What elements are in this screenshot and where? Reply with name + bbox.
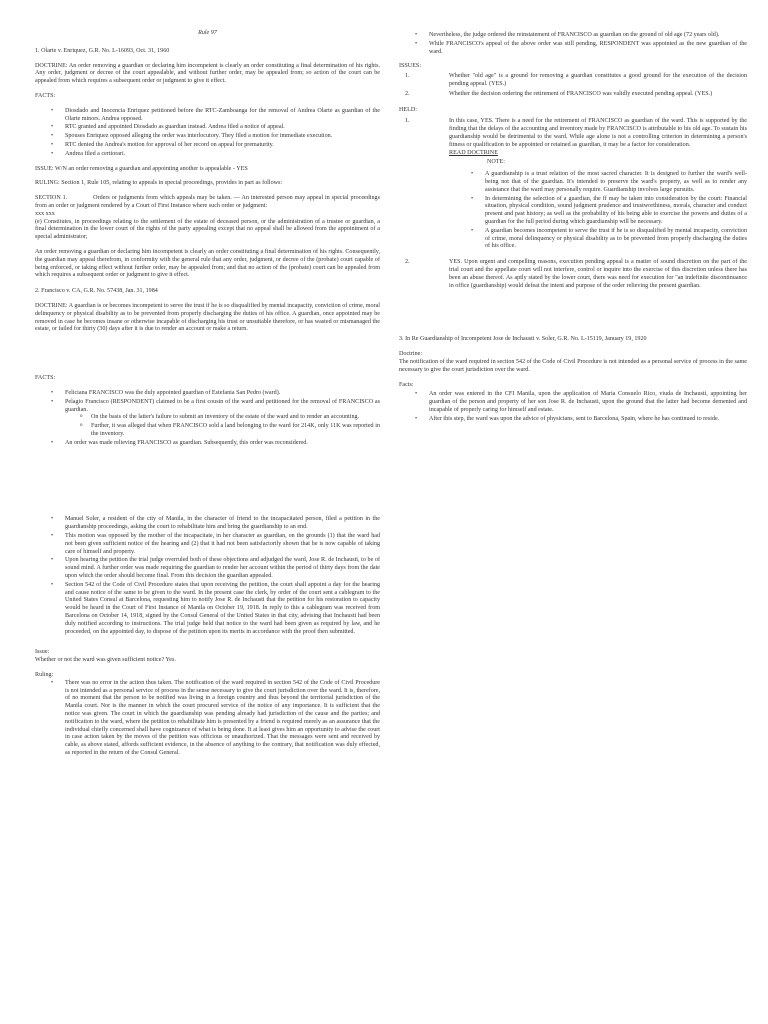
left-column	[35, 30, 380, 765]
list-item: 1. Whether "old age" is a ground for removing a guardian constitutes a good ground for the execution of the decision pending appeal. (YES.)	[405, 73, 747, 87]
list-item: • After this step, the ward was upon the advice of physicians, sent to Barcelona, Spain, where he has continued to reside.	[429, 416, 747, 424]
doctrine-paragraph: DOCTRINE: A guardian is or becomes incompetent to serve the trust if he is so disqualified by mental incapacity, conviction of crime, moral delinquency or physical disability as to be prevented from properly discharging the duties of his office. A guardian, once appointed may be removed in case he becomes insane or otherwise incapable of discharging his trust or unsuitable therefore, or has wasted or mismanaged the estate, or failed for thirty (30) days after it is due to render an account or make a return.	[35, 302, 380, 333]
ruling-list	[35, 680, 380, 758]
sub-list-item: o On the basis of the latter's failure to submit an inventory of the estate of the ward and to render an accounting.	[91, 414, 380, 422]
right-column	[399, 30, 747, 430]
facts-label: FACTS:	[35, 375, 56, 382]
facts-continued-list	[399, 32, 747, 56]
list-item: • This motion was opposed by the mother of the incapacitate, in her character as guardian, on the grounds (1) that the ward had not been given sufficient notice of the hearing and (2) that it had not been satisfactorily shown that he is now capable of taking care of himself and property.	[65, 533, 380, 556]
list-item: • Diosdado and Inocencia Enriquez petitioned before the RTC-Zamboanga for the removal of Andrea Olarte as guardian of the Olarte minors. Andrea opposed.	[65, 108, 380, 124]
list-item: • While FRANCISCO's appeal of the above order was still pending, RESPONDENT was appointed as the new guardian of the ward.	[429, 41, 747, 57]
issues-label: ISSUES:	[399, 63, 422, 70]
sub-list-item: o Further, it was alleged that when FRANCISCO sold a land belonging to the ward for 214K, only 11K was reported in the inventory.	[91, 423, 380, 439]
held-list	[399, 118, 747, 167]
case-title: 2. Francisco v. CA, G.R. No. 57438, Jan. 31, 1984	[35, 288, 158, 295]
doctrine-label: Doctrine:	[399, 351, 423, 358]
held-item-text: YES. Upon urgent and compelling reasons, execution pending appeal is a matter of sound discretion on the part of the trial court and the appellate court will not interfere, control or inquire into the exercise of this discretion unless there has been an abuse thereof. As aptly stated by the lower court, there was need for execution for "an indefinite discontinuance in office (guardianship) would defeat the intent and purpose of the order relieving the present guardian.	[449, 259, 747, 289]
held-item-text: In this case, YES. There is a need for the retirement of FRANCISCO as guardian of the ward. This is supported by the finding that the delays of the accounting and inventory made by FRANCISCO is attributable to his old age. To sustain his guardianship would be detrimental to the ward. While age alone is not a controlling criterion in determining a person's fitness or qualification to be appointed or retained as guardian, it may be a factor for consideration.	[449, 118, 747, 148]
list-item: • RTC granted and appointed Diosdado as guardian instead. Andrea filed a notice of appeal.	[65, 124, 380, 132]
facts-list	[399, 391, 747, 423]
list-item: • An order was entered in the CFI Manila, upon the application of Maria Consuelo Rico, viuda de Inchausti, appointing her guardian of the person and property of her son Jose R. de Inchausti, upon the ground that the latter had become demented and incapable of properly caring for himself and estate.	[429, 391, 747, 414]
held-label: HELD:	[399, 106, 417, 113]
conclusion-paragraph: An order removing a guardian or declaring him incompetent is clearly an order constituting a final determination of his rights. Consequently, the guardian may appeal therefrom, in conformity with the general rule that any order, judgment, or decree of the (probate) court capable of being enforced, or taking effect without further order, may be appealed from; and that no action of the (probate) court can be appealed from which requires a subsequent order or judgment to give it effect.	[35, 248, 380, 279]
list-item: • Nevertheless, the judge ordered the reinstatement of FRANCISCO as guardian on the ground of old age (72 years old).	[429, 32, 747, 40]
list-item: 1. In this case, YES. There is a need for the retirement of FRANCISCO as guardian of the ward. This is supported by the finding that the delays of the accounting and inventory made by FRANCISCO is attributable to his old age. To sustain his guardianship would be detrimental to the ward. While age alone is not a controlling criterion in determining a person's fitness or qualification to be appointed or retained as guardian, it may be a factor for consideration. READ DOCTRINE NOTE:	[405, 118, 747, 166]
facts-list	[35, 390, 380, 448]
facts-label: FACTS:	[35, 92, 56, 99]
facts-list	[35, 108, 380, 159]
list-item: • A guardian becomes incompetent to serve the trust if he is so disqualified by mental incapacity, conviction of crime, moral delinquency or physical disability as to be prevented from properly discharging the duties of his office.	[485, 228, 747, 251]
issues-list	[399, 73, 747, 98]
section-label: SECTION 1.	[35, 195, 68, 202]
ellipsis-text: xxx xxx	[35, 210, 55, 217]
note-block	[449, 159, 747, 167]
list-item: • Section 542 of the Code of Civil Procedure states that upon receiving the petition, the court shall appoint a day for the hearing and cause notice of the same to be given to the ward. In the present case the clerk, by order of the court sent a cablegram to the United States Consul at Barcelona, requesting him to notify Jose R. de Inchausti that the petition for his restoration to capacity would be heard in the Court of First Instance of Manila on October 19, 1918. In reply to this a cablegram was received from Barcelona on October 14, 1918, signed by the Consul General of the United States in that city, advising that Inchausti had been duly notified according to instructions. The trial judge held that notice to the ward had been given as required by law, and he proceeded, on the appointed day, to dispose of the petition upon its merits in accordance with the proof then submitted.	[65, 582, 380, 637]
note-label: NOTE:	[487, 159, 505, 166]
notes-list	[399, 171, 747, 251]
list-item: • RTC denied the Andrea's motion for approval of her record on appeal for prematurity.	[65, 142, 380, 150]
held-list-continued	[399, 259, 747, 290]
issue-paragraph: ISSUE: W/N an order removing a guardian and appointing another is appealable - YES	[35, 165, 248, 172]
facts-label: Facts:	[399, 381, 414, 388]
doctrine-paragraph: DOCTRINE: An order removing a guardian or declaring him incompetent is clearly an order constituting a final determination of his rights. Any order, judgment or decree of the court appealable, and without further order, may be appealed from; so action of the court can be appealed from which requires a subsequent order or judgment to give it effect.	[35, 62, 380, 85]
list-item: 2. Whether the decision ordering the retirement of FRANCISCO was validly executed pending appeal. (YES.)	[405, 90, 713, 97]
list-item: • There was no error in the action thus taken. The notification of the ward required in section 542 of the Code of Civil Procedure is not intended as a personal service of process in the sense necessary to give the court jurisdiction over the ward. It is, therefore, of no moment that the person to be notified was living in a foreign country and thus beyond the territorial jurisdiction of the Manila court. Nor is the manner in which the court procured service of the notice of any importance. It is sufficient that the notice was given. The court in which the guardianship was pending already had jurisdiction of the cause and the parties; and notification to the ward, where the petition to rehabilitate him is presented by a friend is required merely as an assurance that the individual chiefly concerned shall have cognizance of what is being done. It at least gives him an opportunity to advise the court in case action taken by the moves of the petition was officious or unauthorized. That the messages were sent and received by cable, as above stated, affords sufficient evidence, in the absence of anything to the contrary, that notification was duly effected, as reported in the return of the Consul General.	[65, 680, 380, 758]
list-item: • Feliciana FRANCISCO was the duly appointed guardian of Estefania San Pedro (ward).	[65, 390, 380, 398]
list-item: • Upon hearing the petition the trial judge overruled both of these objections and adjudged the ward, Jose R. de Inchausti, to be of sound mind. A further order was made requiring the guardian to render her account within the period of thirty days from the date upon which the order should become final. From this decision the guardian appealed.	[65, 557, 380, 580]
sub-list	[65, 414, 380, 438]
list-item: • In determining the selection of a guardian, the ff may be taken into consideration by the court: Financial situation, physical condition, sound judgment prudence and trustworthiness, morals, character and conduct present and past history; as well as the probability of his being able to exercise the powers and duties of a guardian for the full period during which guardianship will be necessary.	[485, 196, 747, 227]
case-title: 3. In Re Guardianship of Incompetent Jose de Inchausti v. Soler, G.R. No. L-15119, January 19, 1920	[399, 336, 647, 343]
issue-item-text: Whether the decision ordering the retirement of FRANCISCO was validly executed pending appeal. (YES.)	[449, 90, 713, 97]
ruling-paragraph: RULING: Section 1, Rule 105, relating to appeals in special proceedings, provides in part as follows:	[35, 180, 283, 187]
list-item: 2. YES. Upon urgent and compelling reasons, execution pending appeal is a matter of sound discretion on the part of the trial court and the appellate court will not interfere, control or inquire into the exercise of this discretion unless there has been an abuse thereof. As aptly stated by the lower court, there was need for execution for "an indefinite discontinuance in office (guardianship) would defeat the intent and purpose of the order relieving the present guardian.	[405, 259, 747, 289]
list-item	[65, 399, 380, 439]
list-item-text: Pelagio Francisco (RESPONDENT) claimed to be a first cousin of the ward and petitioned for the removal of FRANCISCO as guardian.	[65, 398, 380, 413]
ruling-label: Ruling:	[35, 672, 54, 679]
list-item: • Manuel Soler, a resident of the city of Manila, in the character of friend to the incapacitated person, filed a petition in the guardianship proceedings, asking the court to rehabilitate him and bring the guardianship to an end.	[65, 516, 380, 532]
issue-item-text: Whether "old age" is a ground for removing a guardian constitutes a good ground for the execution of the decision pending appeal. (YES.)	[449, 73, 747, 87]
doctrine-text: The notification of the ward required in section 542 of the Code of Civil Procedure is not intended as a personal service of process in the same necessary to give the court jurisdiction over the ward.	[399, 358, 747, 373]
rule-heading: Rule 97	[198, 30, 217, 36]
issue-label: Issue:	[35, 649, 50, 656]
list-item: • A guardianship is a trust relation of the most sacred character. It is designed to further the ward's well-being not that of the guardian. It's intended to preserve the ward's property, as well as to render any assistance that the ward may personally require. Guardianship involves large pursuits.	[485, 171, 747, 194]
item-e-paragraph: (e) Constitutes, in proceedings relating to the settlement of the estate of deceased person, or the administration of a trustee or guardian, a final determination in the lower court of the rights of the party appealing except that no appeal shall be allowed from the appointment of a special administrator;	[35, 218, 380, 241]
read-doctrine-link: READ DOCTRINE	[449, 149, 498, 156]
section-paragraph	[35, 195, 380, 211]
case-title: 1. Olarte v. Enriquez, G.R. No. L-16093, Oct. 31, 1960	[35, 47, 170, 54]
section-text: Orders or judgments from which appeals may be taken. — An interested person may appeal in special proceedings from an order or judgment rendered by a Court of First Instance where such order or judgment:	[35, 195, 380, 209]
list-item: • Andrea filed a certiorari.	[65, 151, 380, 159]
list-item: • Spouses Enriquez opposed alleging the order was interlocutory. They filed a motion for immediate execution.	[65, 133, 380, 141]
list-item: • An order was made relieving FRANCISCO as guardian. Subsequently, this order was reconsidered.	[65, 440, 380, 448]
issue-text: Whether or not the ward was given sufficient notice? Yes.	[35, 657, 176, 664]
case3-facts-list	[35, 516, 380, 636]
